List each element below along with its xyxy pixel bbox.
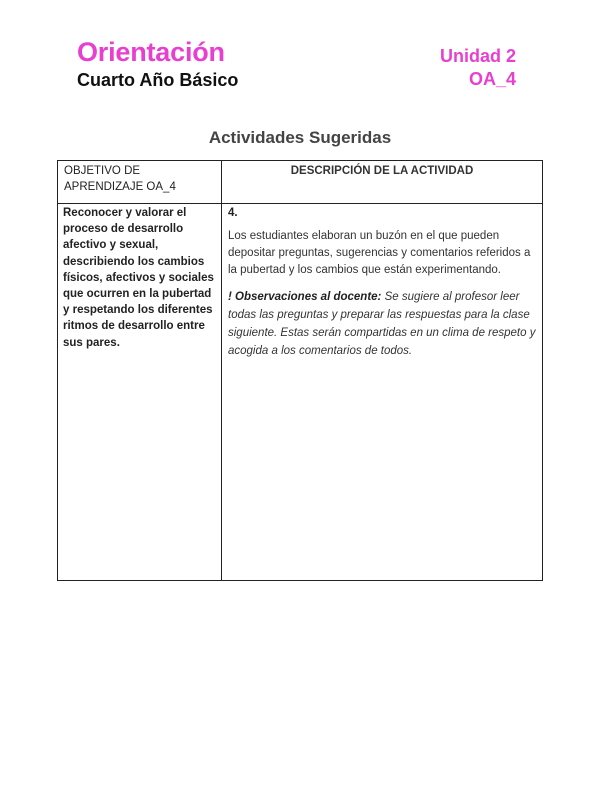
oa-label: OA_4 [468, 69, 516, 89]
teacher-note-label: ! Observaciones al docente: [228, 291, 382, 303]
activity-table [57, 160, 543, 581]
grade-title: Cuarto Año Básico [77, 70, 239, 90]
activity-number: 4. [228, 207, 238, 219]
teacher-note-text: Se sugiere al profesor leer todas las preguntas y preparar las respuestas para la clase siguiente. Estas serán compartidas en un clima de respeto y acogida a los comentarios de todos. [228, 291, 536, 357]
table-column-divider [221, 161, 222, 580]
activity-description: Los estudiantes elaboran un buzón en el que pueden depositar preguntas, sugerencias y comentarios referidos a la pubertad y los cambios que están experimentando. [228, 230, 531, 276]
teacher-note [228, 288, 538, 360]
table-row-divider [58, 203, 542, 204]
objective-header: OBJETIVO DE APRENDIZAJE OA_4 [64, 165, 176, 193]
unit-label: Unidad 2 [439, 46, 516, 66]
subject-title: Orientación [77, 37, 225, 67]
document-header-right [440, 45, 516, 91]
description-header: DESCRIPCIÓN DE LA ACTIVIDAD [290, 165, 474, 177]
section-title: Actividades Sugeridas [208, 128, 392, 147]
activity-description-cell [228, 205, 538, 360]
learning-objective-text: Reconocer y valorar el proceso de desarrollo afectivo y sexual, describiendo los cambios físicos, afectivos y sociales que ocurren en la pubertad y respetando los diferentes ritmos de desarrollo entre sus pares. [63, 207, 214, 349]
document-header-left [77, 36, 238, 91]
